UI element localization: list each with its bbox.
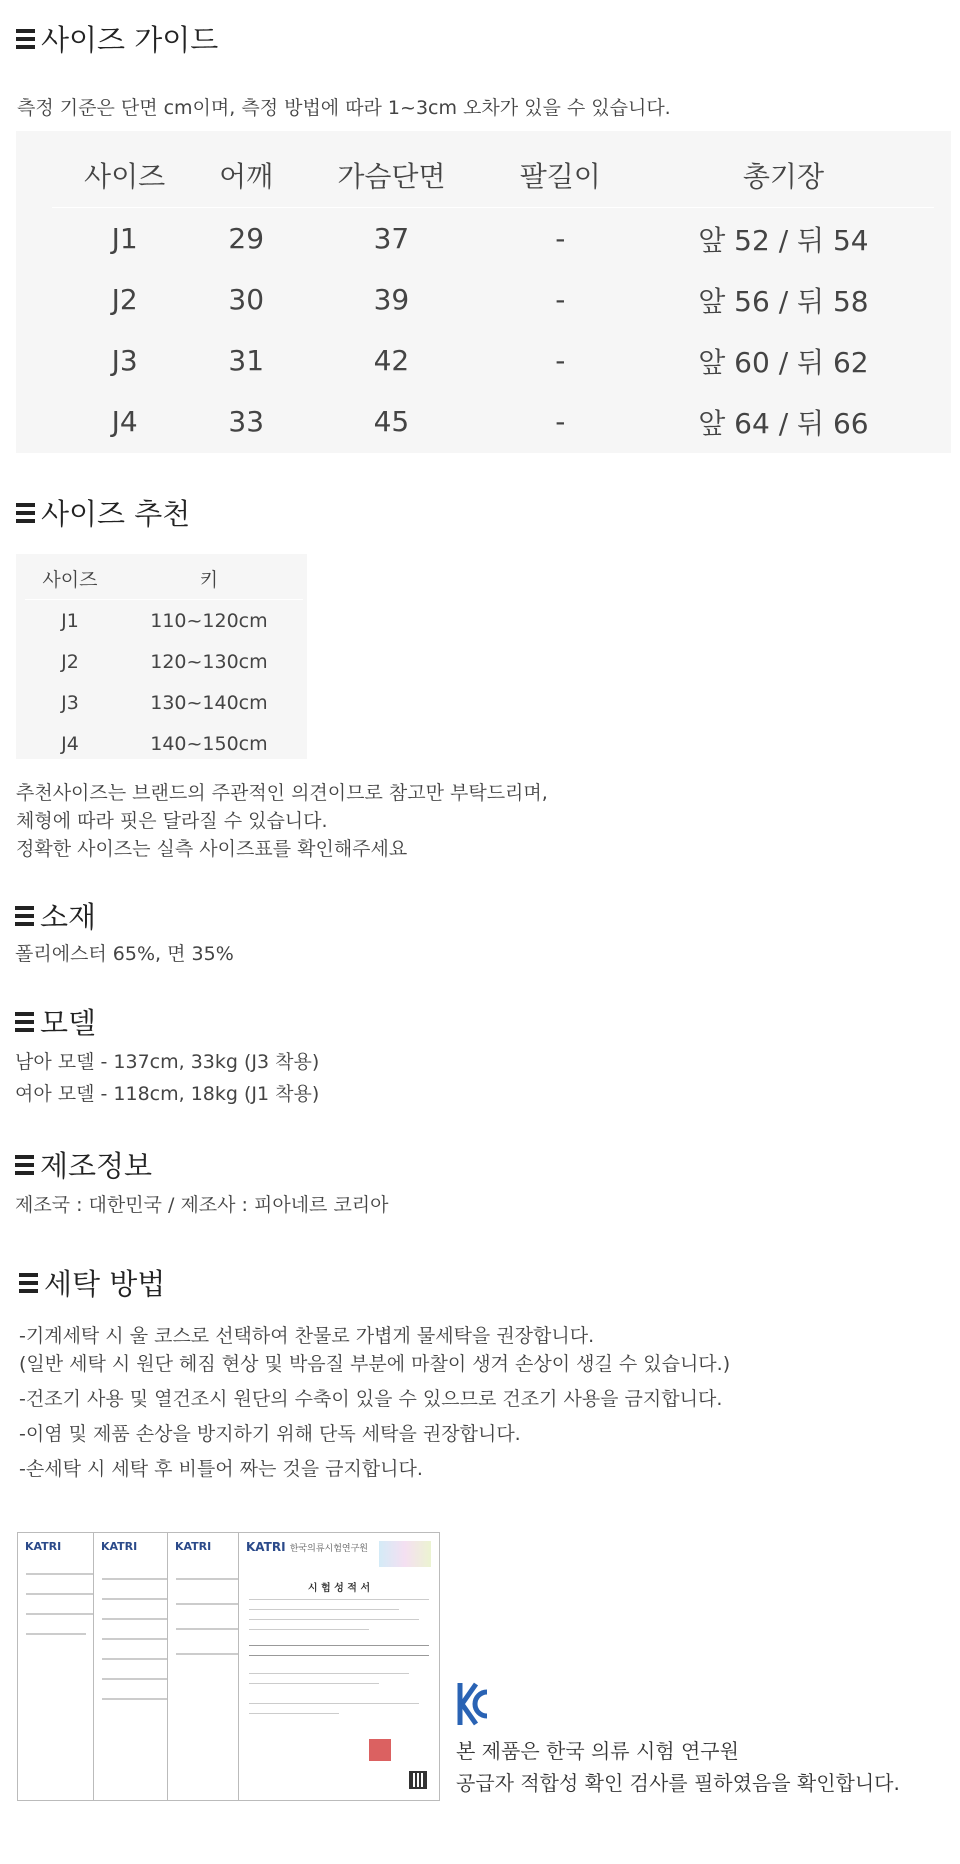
size-table-header: 어깨 (197, 143, 295, 208)
table-cell: J3 (111, 344, 138, 377)
katri-logo: KATRI (175, 1540, 212, 1553)
manufacture-title: 제조정보 (40, 1149, 153, 1183)
section-bar-icon (15, 1155, 34, 1175)
washing-heading (19, 1262, 165, 1303)
table-cell: - (555, 222, 566, 255)
table-cell: 39 (373, 283, 410, 316)
table-cell: 29 (228, 222, 265, 255)
table-cell: 31 (228, 344, 265, 377)
table-cell: J4 (111, 405, 138, 438)
size-table (16, 131, 951, 453)
table-cell: J1 (61, 609, 79, 632)
recommend-table-header: 사이즈 (25, 558, 115, 600)
recommend-note-line: 정확한 사이즈는 실측 사이즈표를 확인해주세요 (16, 838, 408, 860)
washing-line: -이염 및 제품 손상을 방지하기 위해 단독 세탁을 권장합니다. (19, 1423, 521, 1445)
size-table-header: 총기장 (633, 143, 934, 208)
table-cell: 33 (228, 405, 265, 438)
recommend-notes (16, 779, 548, 863)
model-line: 남아 모델 - 137cm, 33kg (J3 착용) (15, 1051, 320, 1073)
katri-logo: KATRI (101, 1540, 138, 1553)
table-cell: J4 (61, 732, 79, 755)
certification-text (456, 1735, 900, 1799)
table-row (52, 269, 934, 330)
manufacture-text: 제조국 : 대한민국 / 제조사 : 피아네르 코리아 (15, 1194, 389, 1216)
model-lines (15, 1046, 319, 1110)
size-table-header: 팔길이 (488, 143, 633, 208)
table-cell: J2 (111, 283, 138, 316)
model-title: 모델 (40, 1006, 97, 1040)
table-cell: 37 (373, 222, 410, 255)
size-table-header: 가슴단면 (295, 143, 487, 208)
size-guide-note: 측정 기준은 단면 cm이며, 측정 방법에 따라 1~3cm 오차가 있을 수 있습니다. (17, 97, 671, 119)
size-table-header: 사이즈 (52, 143, 197, 208)
table-cell: 45 (373, 405, 410, 438)
table-cell: 140~150cm (150, 732, 268, 755)
washing-line: -기계세탁 시 울 코스로 선택하여 찬물로 가볍게 물세탁을 권장합니다. (19, 1325, 595, 1347)
material-heading (15, 895, 96, 936)
table-cell: 앞 64 / 뒤 66 (698, 406, 869, 440)
model-heading (15, 1001, 96, 1042)
washing-line: -손세탁 시 세탁 후 비틀어 짜는 것을 금지합니다. (19, 1458, 423, 1480)
section-bar-icon (16, 503, 35, 523)
section-bar-icon (19, 1273, 38, 1293)
certification-line: 공급자 적합성 확인 검사를 필하였음을 확인합니다. (456, 1771, 900, 1795)
table-cell: 30 (228, 283, 265, 316)
test-report-image (17, 1532, 440, 1801)
washing-line: -건조기 사용 및 열건조시 원단의 수축이 있을 수 있으므로 건조기 사용을 금지합니다. (19, 1388, 723, 1410)
katri-logo: KATRI 한국의류시험연구원 (246, 1540, 368, 1554)
table-cell: - (555, 344, 566, 377)
table-row (25, 682, 303, 723)
table-cell: 앞 60 / 뒤 62 (698, 345, 869, 379)
table-cell: J3 (61, 691, 79, 714)
section-bar-icon (16, 29, 35, 49)
table-cell: 앞 52 / 뒤 54 (698, 223, 869, 257)
hologram-seal-icon (379, 1541, 431, 1567)
table-row (25, 600, 303, 642)
section-bar-icon (15, 906, 34, 926)
table-row (25, 723, 303, 764)
manufacture-heading (15, 1144, 152, 1185)
washing-title: 세탁 방법 (44, 1267, 166, 1301)
recommend-table-header: 키 (115, 558, 303, 600)
size-recommend-title: 사이즈 추천 (41, 497, 191, 531)
size-table-header-row (52, 143, 934, 208)
table-row (52, 208, 934, 270)
katri-logo: KATRI (25, 1540, 62, 1553)
table-cell: J2 (61, 650, 79, 673)
recommend-note-line: 추천사이즈는 브랜드의 주관적인 의견이므로 참고만 부탁드리며, (16, 782, 548, 804)
size-recommend-heading (16, 492, 190, 533)
table-cell: 110~120cm (150, 609, 268, 632)
recommend-table-header-row (25, 558, 303, 600)
kc-mark-icon (456, 1680, 490, 1732)
official-stamp-icon (369, 1739, 391, 1761)
report-front-page (238, 1532, 440, 1801)
size-guide-title: 사이즈 가이드 (41, 23, 219, 57)
table-cell: 120~130cm (150, 650, 268, 673)
recommend-note-line: 체형에 따라 핏은 달라질 수 있습니다. (16, 810, 328, 832)
certification-line: 본 제품은 한국 의류 시험 연구원 (456, 1739, 739, 1763)
qr-code-icon (409, 1771, 427, 1789)
report-title: 시 험 성 적 서 (307, 1583, 371, 1594)
washing-lines (19, 1322, 730, 1483)
table-cell: - (555, 405, 566, 438)
material-title: 소재 (40, 900, 97, 934)
size-guide-heading (16, 18, 218, 59)
section-bar-icon (15, 1012, 34, 1032)
washing-line: (일반 세탁 시 원단 헤짐 현상 및 박음질 부분에 마찰이 생겨 손상이 생길 수 있습니다.) (19, 1353, 731, 1375)
table-cell: 130~140cm (150, 691, 268, 714)
table-cell: 앞 56 / 뒤 58 (698, 284, 869, 318)
model-line: 여아 모델 - 118cm, 18kg (J1 착용) (15, 1083, 320, 1105)
table-row (52, 391, 934, 452)
material-text: 폴리에스터 65%, 면 35% (15, 943, 234, 965)
table-row (52, 330, 934, 391)
table-row (25, 641, 303, 682)
table-cell: - (555, 283, 566, 316)
table-cell: J1 (111, 222, 138, 255)
table-cell: 42 (373, 344, 410, 377)
recommend-table (16, 554, 307, 759)
